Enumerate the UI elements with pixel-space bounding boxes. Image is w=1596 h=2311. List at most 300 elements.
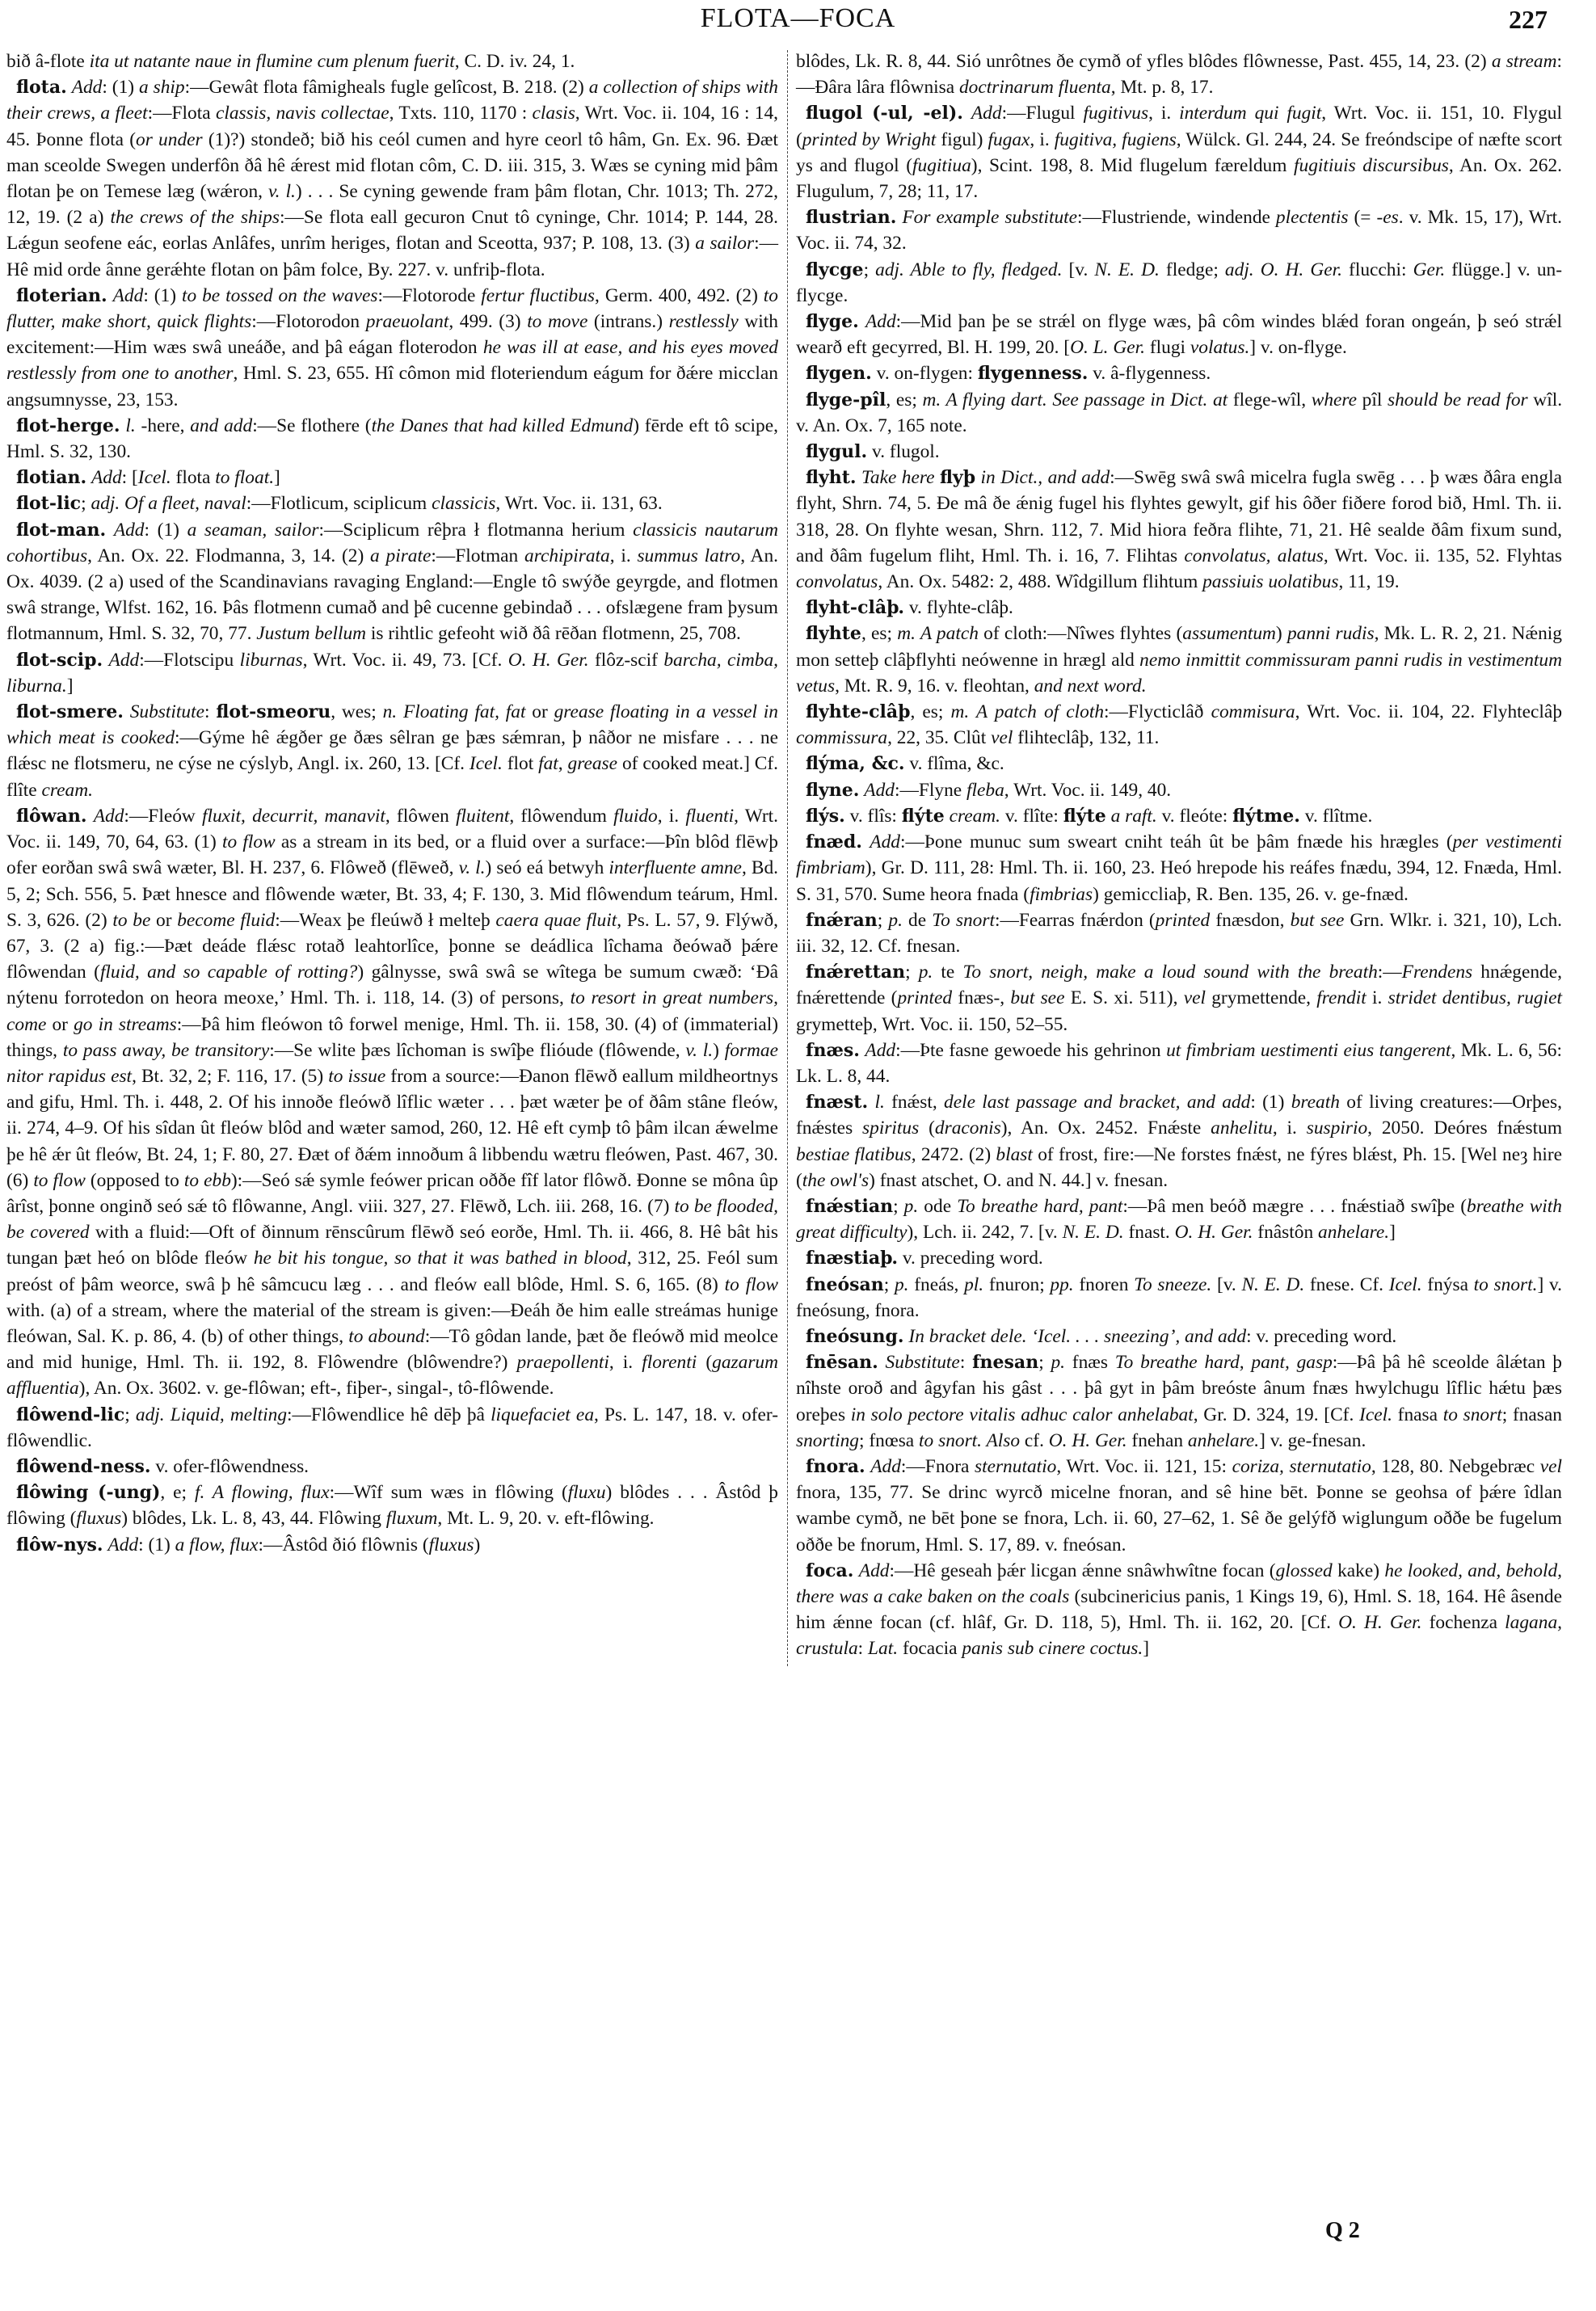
dictionary-entry [796, 959, 1562, 1038]
entry-text [103, 650, 108, 671]
entry-italic-text: Add [870, 1455, 901, 1477]
entry-text: grymetteþ, Wrt. Voc. ii. 150, 52–55. [796, 1013, 1068, 1035]
dictionary-entry [796, 751, 1562, 777]
entry-italic-text: p. [1051, 1352, 1066, 1374]
entry-italic-text: blast [996, 1143, 1033, 1165]
entry-text: , 11, 19. [1338, 571, 1400, 593]
entry-text: ] [274, 467, 280, 489]
entry-text: :—Wîf sum wæs in flôwing ( [329, 1482, 568, 1504]
entry-text: [v. [1211, 1273, 1242, 1295]
entry-italic-text: passiuis uolatibus [1202, 571, 1339, 593]
entry-headword: flýma, &c. [806, 753, 905, 775]
entry-text: :—Þâ him fleówon tô forwel menige, Hml. Th. ii. 158, 30. (4) of (immaterial) things, [6, 1013, 778, 1061]
entry-headword: fneósung. [806, 1325, 904, 1347]
entry-text: fnora, 135, 77. Se drinc wyrcð micelne fnoran, and sê hine bēt. Þonne se geohsa of þǽre îdlan wambe cymð, ne bēt þone se fnora, Lch. ii. 60, 27–62, 1. Sê ðe gelýfð wiglungum oððe be fugelum oððe be fnorum, Hml. S. 17, 89. v. fneósan. [796, 1482, 1562, 1555]
entry-text: :—Þâ men beóð mægre . . . fnǽstiað swîþe ( [1122, 1195, 1468, 1217]
entry-italic-text: fluid, and so capable of rotting? [99, 962, 358, 983]
entry-text: ] v. on-flyge. [1249, 337, 1347, 359]
entry-text: v. flîtme. [1299, 805, 1373, 827]
entry-italic-text: interfluente amne [609, 857, 742, 879]
entry-text: : [959, 1352, 973, 1374]
entry-text: ( [919, 1118, 935, 1139]
entry-italic-text: For example substitute [902, 207, 1078, 229]
dictionary-entry [796, 1558, 1562, 1662]
entry-italic-text: m. A patch of cloth [950, 701, 1105, 723]
entry-text [106, 520, 114, 541]
entry-text: , C. D. iv. 24, 1. [454, 51, 575, 72]
entry-text: , Hml. S. 23, 655. Hî cômon mid floteriendum eágum for ðǽre micclan angsumnysse, 23, 153. [6, 363, 778, 410]
entry-text: fledge; [1159, 259, 1225, 280]
entry-italic-text: summus latro [637, 545, 741, 566]
dictionary-entry [796, 907, 1562, 959]
entry-text: :—Se flota eall gecuron Cnut tô cyninge, Chr. 1014; P. 144, 28. Lǽgun seofene eác, eorlas Anlâfes, unrîm heriges, flotan and Sceotta, 937; P. 108, 13. (3) [6, 207, 778, 255]
entry-text: ), Scint. 198, 8. Mid flugelum færeldum [971, 154, 1295, 176]
entry-italic-text: printed [897, 987, 953, 1009]
entry-italic-text: fertur fluctibus [481, 284, 596, 306]
entry-text: v. flyhte-clâþ. [904, 597, 1013, 619]
entry-italic-text: convolatus, alatus [1184, 545, 1324, 566]
entry-text: :—Flustriende, windende [1077, 207, 1276, 229]
dictionary-entry [796, 360, 1562, 386]
entry-italic-text: and add [190, 415, 253, 436]
entry-text: , flôwendum [509, 805, 614, 827]
entry-text: , i. [1030, 128, 1055, 150]
entry-italic-text: archipirata [524, 545, 610, 566]
entry-text: ), Lch. ii. 242, 7. [v. [907, 1222, 1063, 1244]
entry-text: :—Fnora [900, 1455, 975, 1477]
entry-text: v. on-flygen: [871, 363, 978, 385]
entry-text: fnasa [1392, 1404, 1443, 1425]
dictionary-entry [6, 517, 778, 647]
entry-italic-text: nemo inmittit commissuram panni rudis in vestimentum vetus [796, 649, 1562, 697]
entry-italic-text: cream. [41, 779, 93, 801]
entry-text: , e; [160, 1482, 195, 1504]
entry-text: ; [883, 1273, 895, 1295]
entry-text: fochenza [1421, 1612, 1505, 1634]
entry-italic-text: printed by Wright [802, 128, 937, 150]
page-header [0, 3, 1596, 36]
entry-italic-text: fugax [987, 128, 1030, 150]
entry-text: flugi [1145, 337, 1190, 359]
entry-italic-text: go in streams [74, 1013, 177, 1035]
entry-text: flota [171, 467, 216, 489]
left-column [6, 48, 778, 1558]
entry-text: fnese. Cf. [1304, 1273, 1389, 1295]
entry-bold-term: flýte [1063, 805, 1106, 827]
entry-italic-text: ut fimbriam uestimenti eius tangerent [1166, 1039, 1451, 1061]
entry-italic-text: panis sub cinere coctus. [962, 1638, 1143, 1660]
entry-text: :—Flugul [1001, 103, 1084, 124]
entry-text: , Mk. L. R. 2, 21. Nǽnig mon setteþ clâþflyhti neówenne in hrægl ald [796, 623, 1562, 671]
entry-text: ), Gr. D. 111, 28: Hml. Th. ii. 160, 23. Heó hrepode his reáfes fnædu, 394, 12. Fnæda, Hml. S. 31, 570. Sume heora fnada ( [796, 857, 1562, 905]
entry-italic-text: anhelare. [1187, 1429, 1260, 1451]
entry-italic-text: p. [888, 909, 903, 931]
entry-italic-text: Add [71, 77, 103, 99]
entry-italic-text: liburnas [239, 649, 303, 671]
entry-italic-text: a raft. [1110, 805, 1157, 827]
entry-text: , Wülck. Gl. 244, 24. Se freóndscipe of næfte scort ys and flugol ( [796, 128, 1562, 176]
entry-italic-text: fat [538, 753, 558, 775]
entry-italic-text: Add [971, 103, 1002, 124]
entry-italic-text: snorting [796, 1429, 859, 1451]
entry-bold-term: fnesan [972, 1352, 1039, 1374]
entry-text: :—Flotorode [377, 284, 482, 306]
entry-text: ode [918, 1195, 958, 1217]
entry-text: : [ [121, 467, 138, 489]
entry-italic-text: O. H. Ger. [1174, 1222, 1253, 1244]
entry-italic-text: doctrinarum fluenta [958, 77, 1111, 99]
entry-text: flot [502, 753, 539, 775]
entry-italic-text: Add [864, 779, 895, 801]
entry-text: ; [81, 493, 91, 515]
entry-italic-text: formae nitor rapidus est [6, 1039, 778, 1087]
entry-italic-text: v. l. [268, 181, 296, 203]
entry-italic-text: to flow [724, 1273, 778, 1295]
entry-text [87, 806, 94, 827]
entry-italic-text: to be [112, 909, 151, 931]
entry-text: :—Fearras fnǽrdon ( [994, 909, 1156, 931]
entry-italic-text: p. [903, 1195, 919, 1217]
entry-headword: flygen. [806, 363, 872, 385]
entry-italic-text: N. E. D. [1241, 1273, 1305, 1295]
entry-text: :—Se wlite þæs lîchoman is swîþe flióude (flôwende, [269, 1039, 686, 1061]
entry-text: : [857, 1638, 869, 1660]
entry-text: , Ps. L. 57, 9. Flýwð, 67, 3. (2 a) fig.:—Þæt deáde flǽsc rotað leahtorlîce, þonne se deádlica lîchama ðeówað þǽre flôwendan ( [6, 909, 779, 983]
entry-text: , Bt. 32, 2; F. 116, 17. (5) [132, 1065, 329, 1087]
entry-italic-text: become fluid [177, 909, 276, 931]
entry-italic-text: fluenti [685, 805, 735, 827]
dictionary-entry [796, 777, 1562, 803]
entry-italic-text: or under [136, 128, 203, 150]
dictionary-entry [796, 1454, 1562, 1558]
entry-text: , Wrt. Voc. ii. 149, 40. [1004, 779, 1172, 801]
entry-italic-text: vel [1539, 1455, 1562, 1477]
entry-text: flügge.] v. un-flycge. [796, 259, 1563, 306]
entry-italic-text: ita ut natante naue in flumine cum plenum fuerit [89, 51, 455, 72]
entry-italic-text: v. l. [685, 1039, 714, 1061]
dictionary-entry [6, 490, 778, 516]
entry-text: as a stream in its bed, or a fluid over a surface:—Þîn blôd flēwþ ofer eorðan swâ swâ wæter, Bl. H. 237, 6. Flôweð (flēweð, [6, 831, 778, 879]
page-number: 227 [1509, 5, 1548, 34]
entry-text: hnǽgende, fnǽrettende ( [796, 962, 1562, 1009]
entry-italic-text: Add [865, 1039, 896, 1061]
dictionary-entry [796, 1089, 1562, 1193]
entry-italic-text: interdum qui fugit [1179, 103, 1322, 124]
entry-text: ) blôdes . . . Âstôd þ flôwing ( [6, 1482, 778, 1530]
entry-italic-text: Icel. [1388, 1273, 1422, 1295]
entry-italic-text: p. [918, 962, 933, 983]
entry-text: , Bd. 5, 2; Sch. 556, 5. Þæt hnesce and flôwende wæter, Bt. 33, 4; F. 130, 3. Mid flôwendum teárum, Hml. S. 3, 626. (2) [6, 857, 779, 931]
entry-italic-text: fugitivus [1083, 103, 1149, 124]
entry-text: :—Þone munuc sum sweart cniht teáh ût be þâm fnæde his hrægles ( [899, 831, 1453, 853]
entry-text: , 2472. (2) [911, 1143, 996, 1165]
entry-text: pîl [1357, 389, 1388, 410]
entry-italic-text: vel [1183, 987, 1206, 1009]
entry-italic-text: Icel. [469, 753, 503, 775]
dictionary-entry [6, 699, 778, 803]
entry-italic-text: gazarum affluentia [6, 1352, 779, 1400]
entry-text: :—Flotorodon [251, 311, 366, 333]
entry-text: : (1) [143, 284, 182, 306]
entry-text: v. flîma, &c. [904, 753, 1004, 775]
entry-headword: flôwan. [16, 805, 87, 827]
entry-text: :—Weax þe fleúwð ł melteþ [275, 909, 496, 931]
entry-text: :—Flota [147, 103, 216, 124]
entry-text: ) . . . Se cyning gewende fram þâm flotan, Chr. 1013; Th. 272, 12, 19. (2 a) [6, 181, 779, 229]
entry-text: ) fnast atschet, O. and N. 44.] v. fnesan. [869, 1169, 1169, 1191]
entry-text: (subcinericius panis, 1 Kings 19, 6), Hml. S. 18, 164. Hê âsende him ǽnne focan (cf. hlâf, Gr. D. 118, 5), Hml. Th. ii. 162, 20. [Cf. [796, 1585, 1562, 1634]
entry-italic-text: pl. [964, 1273, 984, 1295]
entry-italic-text: N. E. D. [1094, 259, 1160, 280]
dictionary-entry [796, 1245, 1562, 1271]
entry-text: , Mk. L. 6, 56: Lk. L. 8, 44. [796, 1039, 1562, 1087]
entry-text: ), An. Ox. 2452. Fnǽste [1000, 1118, 1211, 1139]
entry-italic-text: To breathe hard, pant, gasp [1114, 1352, 1333, 1374]
entry-italic-text: to flow [33, 1169, 86, 1191]
entry-text: fnoren [1073, 1273, 1135, 1295]
right-column [796, 48, 1562, 1662]
entry-italic-text: a ship [139, 77, 185, 99]
entry-text: or [150, 909, 178, 931]
entry-italic-text: florenti [642, 1352, 697, 1374]
entry-headword: flota. [16, 77, 67, 99]
entry-text: [v. [1062, 259, 1095, 280]
entry-text: flôz-scif [588, 649, 664, 671]
entry-text: blôdes, Lk. R. 8, 44. Sió unrôtnes ðe cymð of yfles blôdes flôwnesse, Past. 455, 14, 23. (2) [796, 51, 1492, 72]
entry-continuation [796, 48, 1562, 100]
entry-italic-text: volatus. [1190, 337, 1250, 359]
entry-text: , An. Ox. 4039. (2 a) used of the Scandinavians ravaging England:—Engle tô swýðe geyrgde, and flotmen swâ strange, Wlfst. 162, 16. Þâs flotmenn cumað and þê cucenne gebindað . . . ofslægene fram þysum flotmannum, Hml. S. 32, 70, 77. [6, 545, 778, 645]
entry-italic-text: he was ill at ease, and his eyes moved restlessly from one to another [6, 337, 778, 385]
entry-text: or [46, 1013, 74, 1035]
entry-italic-text: bestiae flatibus [796, 1143, 912, 1165]
entry-italic-text: should be read for [1388, 389, 1528, 410]
entry-text: grymettende, [1205, 987, 1317, 1009]
entry-text: v. preceding word. [898, 1248, 1043, 1269]
entry-headword: flygul. [806, 441, 868, 463]
entry-text: , Txts. 110, 1170 : [389, 103, 533, 124]
entry-italic-text: Add [108, 649, 140, 671]
entry-headword: flycge [806, 259, 864, 280]
entry-italic-text: to move [527, 311, 588, 333]
entry-italic-text: he looked, and, behold, there was a cake baken on the coals [796, 1560, 1562, 1607]
entry-italic-text: assumentum [1182, 623, 1276, 645]
entry-text [124, 701, 130, 722]
entry-italic-text: liquefaciet ea [491, 1404, 595, 1425]
entry-italic-text: Add [858, 1560, 890, 1581]
entry-text: , Wrt. Voc. ii. 151, 10. Flygul ( [796, 103, 1562, 150]
entry-text: is rihtlic gefeoht wið ðâ rēðan flotmenn, 25, 708. [366, 623, 741, 645]
entry-italic-text: m. A flying dart. See passage in Dict. at [922, 389, 1228, 410]
entry-headword: flyhte [806, 623, 861, 645]
entry-bold-term: flot-smeoru [216, 701, 331, 723]
entry-text: , Gr. D. 324, 19. [Cf. [1193, 1404, 1360, 1425]
entry-italic-text: lagana, crustula [796, 1612, 1562, 1660]
entry-text: , 2050. Deóres fnǽstum [1367, 1118, 1563, 1139]
entry-italic-text: n. Floating fat, fat [382, 701, 526, 723]
entry-text: flege-wîl, [1228, 389, 1312, 410]
entry-text: ) [474, 1534, 481, 1555]
entry-text: :—Sciplicum rêþra ł flotmanna herium [318, 519, 634, 541]
entry-text: ) fērde eft tô scipe, Hml. S. 32, 130. [6, 415, 778, 463]
dictionary-entry [796, 1038, 1562, 1089]
entry-text: :—Mid þan þe se strǽl on flyge wæs, þâ côm windes blǽd foran ongeán, þ seó strǽl wearð eft gecyrred, Bl. H. 199, 20. [ [796, 311, 1562, 359]
entry-text: (intrans.) [587, 311, 669, 333]
entry-headword: flôw-nys. [16, 1534, 103, 1555]
entry-italic-text: a flow, flux [175, 1534, 259, 1555]
dictionary-entry [6, 74, 778, 283]
entry-headword: flotian. [16, 467, 87, 489]
entry-italic-text: l. [125, 415, 136, 436]
entry-italic-text: fluitent [456, 805, 510, 827]
entry-italic-text: Add [113, 519, 145, 541]
entry-headword: fnǽran [806, 909, 878, 931]
entry-italic-text: Substitute [129, 701, 204, 723]
entry-text: fnehan [1126, 1429, 1188, 1451]
entry-italic-text: grease floating in a vessel in which meat is cooked [6, 701, 778, 749]
entry-text: E. S. xi. 511), [1064, 987, 1184, 1009]
entry-italic-text: coriza, sternutatio [1232, 1455, 1371, 1477]
entry-italic-text: classis, navis collectae [215, 103, 390, 124]
entry-italic-text: a pirate [370, 545, 432, 566]
dictionary-entry [6, 1454, 778, 1480]
entry-text: : (1) [1250, 1092, 1291, 1113]
dictionary-entry [796, 204, 1562, 256]
entry-text: ; [1038, 1352, 1051, 1374]
dictionary-entry [796, 1272, 1562, 1324]
entry-text: , Mt. p. 8, 17. [1110, 77, 1214, 99]
entry-italic-text: fleba [966, 779, 1004, 801]
entry-text: v. flugol. [867, 441, 940, 463]
entry-text: ; [124, 1404, 136, 1425]
entry-italic-text: fugitiva, fugiens [1054, 128, 1177, 150]
entry-italic-text: anhelare. [1318, 1222, 1390, 1244]
entry-headword: fnǽrettan [806, 962, 906, 983]
entry-italic-text: O. H. Ger. [1338, 1612, 1422, 1634]
entry-text: :—Tô gôdan lande, þæt ðe fleówð mid meolce and mid hunige, Hml. Th. ii. 192, 8. Flôwendre (blôwendre?) [6, 1325, 779, 1374]
entry-italic-text: where [1311, 389, 1358, 410]
entry-italic-text: a stream [1491, 51, 1557, 72]
entry-italic-text: grease [567, 753, 618, 775]
entry-text: ; [905, 962, 919, 983]
entry-italic-text: cream. [949, 805, 1001, 827]
entry-text: ] [66, 675, 74, 697]
entry-italic-text: to resort in great numbers, come [6, 987, 778, 1035]
entry-text: flihteclâþ, 132, 11. [1013, 727, 1160, 749]
entry-text: fnæsdon, [1210, 909, 1291, 931]
entry-italic-text: In bracket dele. ‘Icel. . . . sneezing’, and add [908, 1325, 1247, 1347]
entry-italic-text: to flow [221, 831, 276, 853]
entry-text: , Germ. 400, 492. (2) [595, 284, 764, 306]
entry-text: , Wrt. Voc. ii. 49, 73. [Cf. [302, 649, 508, 671]
entry-italic-text: v. l. [458, 857, 486, 879]
entry-italic-text: barcha, cimba, liburna. [6, 649, 778, 697]
entry-italic-text: Add [870, 831, 900, 853]
entry-italic-text: N. E. D. [1062, 1222, 1124, 1244]
entry-italic-text: Lat. [868, 1638, 899, 1660]
dictionary-entry [6, 1402, 778, 1454]
entry-italic-text: m. A patch [897, 623, 979, 645]
entry-text: (1)?) stondeð; bið his ceól cumen and hyre ceorl tô hâm, Gn. Ex. 96. Ðæt man sceolde Swegen underfôn ðâ hê ǽrest mid flotan côm, C. D. iii. 315, 3. Wæs se cyning mid þâm flotan þe on Temese læg (wǽron, [6, 128, 778, 203]
entry-text: :—Flotlicum, sciplicum [246, 493, 432, 515]
entry-text: with excitement:—Him wæs swâ uneáðe, and þâ eágan floterodon [6, 311, 778, 359]
entry-headword: fnæstiaþ. [806, 1248, 899, 1269]
entry-text: . v. Mk. 15, 17), Wrt. Voc. ii. 74, 32. [796, 207, 1562, 255]
entry-text: , 22, 35. Clût [887, 727, 992, 749]
entry-text: (= - [1348, 207, 1383, 229]
entry-italic-text: O. H. Ger. [1048, 1429, 1127, 1451]
entry-headword: flôwend-lic [16, 1404, 125, 1425]
entry-text: :— [1377, 962, 1402, 983]
dictionary-entry [796, 1324, 1562, 1349]
entry-text: , [558, 753, 568, 775]
entry-italic-text: fluido [613, 805, 658, 827]
entry-text: ] [1389, 1222, 1396, 1244]
entry-italic-text: p. [894, 1273, 909, 1295]
entry-italic-text: restlessly [668, 311, 739, 333]
entry-italic-text: the Danes that had killed Edmund [371, 415, 634, 436]
entry-text: ] v. ge-fnesan. [1259, 1429, 1366, 1451]
entry-text: v. flîs: [844, 805, 902, 827]
dictionary-entry [6, 283, 778, 413]
entry-italic-text: spiritus [862, 1118, 920, 1139]
entry-bold-term: flýtme. [1232, 805, 1300, 827]
entry-text: :—Gýme hê ǽgðer ge ðæs sêlran ge þæs sǽmran, þ nâðor ne misfare . . . ne flǽsc ne flotsmeru, ne cýse ne cýslyb, Angl. ix. 260, 13. [Cf. [6, 727, 778, 775]
entry-italic-text: praepollenti [516, 1352, 609, 1374]
entry-text: de [902, 909, 933, 931]
entry-text: fneás, [908, 1273, 965, 1295]
entry-text [963, 103, 971, 124]
entry-text: ) [1275, 623, 1287, 645]
entry-text: : (1) [138, 1534, 175, 1555]
entry-italic-text: O. L. Ger. [1070, 337, 1145, 359]
entry-italic-text: To snort, neigh, make a loud sound with the breath [962, 962, 1378, 983]
entry-text: , wes; [331, 701, 383, 723]
entry-text: ; [877, 909, 889, 931]
entry-italic-text: to snort. [1473, 1273, 1538, 1295]
entry-text: bið â-flote [6, 51, 90, 72]
entry-headword: flot-scip. [16, 649, 103, 671]
entry-text: or [525, 701, 554, 723]
entry-text: -here, [135, 415, 191, 436]
entry-headword: flugol (-ul, -el). [806, 103, 963, 124]
entry-italic-text: Icel. [137, 467, 171, 489]
entry-text: , An. Ox. 22. Flodmanna, 3, 14. (2) [87, 545, 371, 566]
dictionary-entry [796, 309, 1562, 360]
dictionary-entry [796, 100, 1562, 204]
entry-italic-text: caera quae fluit [495, 909, 617, 931]
entry-text: , i. [609, 545, 638, 566]
entry-text: , es; [886, 389, 923, 410]
entry-italic-text: Icel. [1359, 1404, 1392, 1425]
dictionary-entry [796, 803, 1562, 829]
entry-italic-text: commisura [1211, 701, 1295, 723]
entry-text: Grn. Wlkr. i. 321, 10), Lch. iii. 32, 12. Cf. fnesan. [796, 909, 1562, 957]
entry-text: ; fnasan [1501, 1404, 1562, 1425]
entry-text: te [933, 962, 963, 983]
entry-italic-text: to be tossed on the waves [181, 284, 378, 306]
entry-italic-text: adj. Liquid, melting [135, 1404, 288, 1425]
entry-text: :—Flotscipu [139, 649, 240, 671]
entry-italic-text: fugitiuis discursibus [1294, 154, 1449, 176]
entry-text: , Mt. R. 9, 16. v. fleohtan, [835, 675, 1034, 697]
entry-italic-text: to flutter, make short, quick flights [6, 284, 778, 333]
entry-text: , i. [609, 1352, 642, 1374]
entry-text: , Wrt. Voc. ii. 149, 70, 64, 63. (1) [6, 805, 778, 853]
entry-italic-text: Add [107, 1534, 139, 1555]
entry-italic-text: anhelitu [1211, 1118, 1273, 1139]
entry-text: , An. Ox. 5482: 2, 488. Wîdgillum flihtum [878, 571, 1203, 593]
